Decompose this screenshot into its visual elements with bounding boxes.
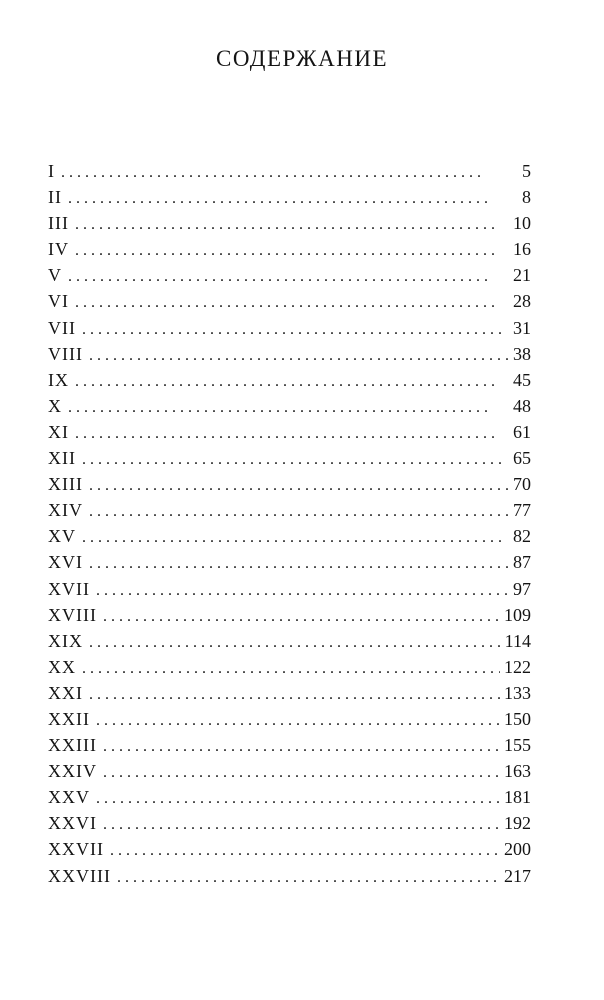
toc-entry [48, 471, 531, 497]
toc-entry-chapter: III [48, 213, 69, 234]
toc-dot-leader [76, 525, 509, 549]
toc-entry-page-number: 77 [513, 500, 531, 521]
toc-entry-page-number: 155 [504, 735, 531, 756]
toc-entry-chapter: I [48, 161, 55, 181]
toc-entry-chapter: XXVI [48, 813, 97, 834]
toc-dot-leader [83, 473, 509, 497]
toc-entry-chapter: XV [48, 526, 76, 547]
toc-dot-leader [69, 238, 509, 262]
toc-entry [48, 654, 531, 680]
toc-dot-leader [90, 708, 500, 732]
toc-entry [48, 315, 531, 341]
toc-entry-page-number: 87 [513, 552, 531, 573]
toc-dot-leader [83, 551, 509, 575]
toc-entry-chapter: VIII [48, 343, 83, 364]
toc-entry-page-number: 150 [504, 708, 531, 729]
toc-entry [48, 602, 531, 628]
toc-entry [48, 341, 531, 367]
toc-dot-leader [69, 421, 509, 445]
toc-dot-leader [76, 317, 509, 341]
toc-entry [48, 158, 531, 184]
toc-entry-chapter: XXI [48, 682, 83, 703]
toc-entry-page-number: 114 [504, 630, 531, 651]
toc-entry-page-number: 97 [513, 578, 531, 599]
toc-dot-leader [90, 786, 500, 810]
toc-dot-leader [76, 447, 509, 471]
toc-dot-leader [83, 343, 509, 367]
toc-entry [48, 549, 531, 575]
toc-entry-page-number: 5 [522, 161, 531, 181]
toc-entry-chapter: XIII [48, 474, 83, 495]
toc-entry-page-number: 16 [513, 239, 531, 260]
toc-entry [48, 576, 531, 602]
toc-entry [48, 758, 531, 784]
toc-dot-leader [62, 186, 518, 210]
toc-entry-page-number: 65 [513, 448, 531, 469]
toc-dot-leader [97, 812, 500, 836]
toc-entry-chapter: XXIII [48, 735, 97, 756]
toc-entry-page-number: 133 [504, 682, 531, 703]
toc-entry-chapter: V [48, 265, 62, 286]
toc-entry-page-number: 192 [504, 813, 531, 834]
toc-entry-chapter: XXVII [48, 839, 104, 860]
toc-entry-page-number: 122 [504, 656, 531, 677]
table-of-contents [48, 158, 531, 889]
toc-dot-leader [69, 212, 509, 236]
toc-entry-page-number: 45 [513, 369, 531, 390]
toc-entry-page-number: 38 [513, 343, 531, 364]
toc-dot-leader [97, 760, 500, 784]
toc-entry [48, 706, 531, 732]
toc-entry-page-number: 163 [504, 761, 531, 782]
toc-entry-chapter: XIX [48, 630, 83, 651]
toc-entry-chapter: XII [48, 448, 76, 469]
toc-entry-page-number: 82 [513, 526, 531, 547]
toc-entry-chapter: XIV [48, 500, 83, 521]
toc-entry-page-number: 109 [504, 604, 531, 625]
toc-entry-page-number: 28 [513, 291, 531, 312]
toc-entry [48, 367, 531, 393]
toc-dot-leader [69, 369, 509, 393]
toc-entry [48, 288, 531, 314]
toc-entry [48, 419, 531, 445]
toc-dot-leader [97, 604, 500, 628]
toc-entry [48, 236, 531, 262]
toc-dot-leader [90, 578, 509, 602]
toc-entry-chapter: XX [48, 656, 76, 677]
toc-entry-page-number: 8 [522, 187, 531, 208]
toc-entry-page-number: 48 [513, 395, 531, 416]
toc-dot-leader [83, 499, 509, 523]
toc-entry-chapter: II [48, 187, 62, 208]
toc-dot-leader [97, 734, 500, 758]
toc-entry [48, 784, 531, 810]
toc-entry [48, 836, 531, 862]
toc-entry [48, 497, 531, 523]
toc-entry-chapter: VII [48, 317, 76, 338]
toc-entry-chapter: IX [48, 369, 69, 390]
toc-entry-chapter: IV [48, 239, 69, 260]
toc-entry-chapter: X [48, 395, 62, 416]
toc-entry-page-number: 31 [513, 317, 531, 338]
toc-entry-page-number: 217 [504, 865, 531, 886]
toc-entry [48, 523, 531, 549]
toc-dot-leader [76, 656, 500, 680]
toc-entry-chapter: VI [48, 291, 69, 312]
toc-dot-leader [111, 865, 500, 889]
toc-entry [48, 262, 531, 288]
toc-entry [48, 445, 531, 471]
toc-entry [48, 810, 531, 836]
toc-dot-leader [62, 395, 509, 419]
toc-entry [48, 732, 531, 758]
toc-dot-leader [62, 264, 509, 288]
toc-entry [48, 184, 531, 210]
toc-entry-chapter: XVIII [48, 604, 97, 625]
toc-entry-page-number: 61 [513, 421, 531, 442]
toc-dot-leader [104, 838, 500, 862]
toc-entry [48, 393, 531, 419]
toc-entry-chapter: XXV [48, 787, 90, 808]
toc-entry [48, 680, 531, 706]
page-title: СОДЕРЖАНИЕ [215, 46, 388, 71]
toc-entry-chapter: XVII [48, 578, 90, 599]
toc-entry-chapter: XI [48, 421, 69, 442]
toc-entry-page-number: 21 [513, 265, 531, 286]
toc-entry-chapter: XVI [48, 552, 83, 573]
toc-entry-page-number: 200 [504, 839, 531, 860]
toc-dot-leader [55, 160, 518, 184]
toc-entry [48, 628, 531, 654]
toc-entry-chapter: XXII [48, 708, 90, 729]
toc-dot-leader [83, 682, 500, 706]
toc-entry-page-number: 70 [513, 474, 531, 495]
toc-entry-page-number: 181 [504, 787, 531, 808]
toc-entry-chapter: XXVIII [48, 865, 111, 886]
toc-entry [48, 210, 531, 236]
toc-dot-leader [83, 630, 501, 654]
toc-entry-chapter: XXIV [48, 761, 97, 782]
toc-entry-page-number: 10 [513, 213, 531, 234]
toc-entry [48, 863, 531, 889]
toc-dot-leader [69, 290, 509, 314]
